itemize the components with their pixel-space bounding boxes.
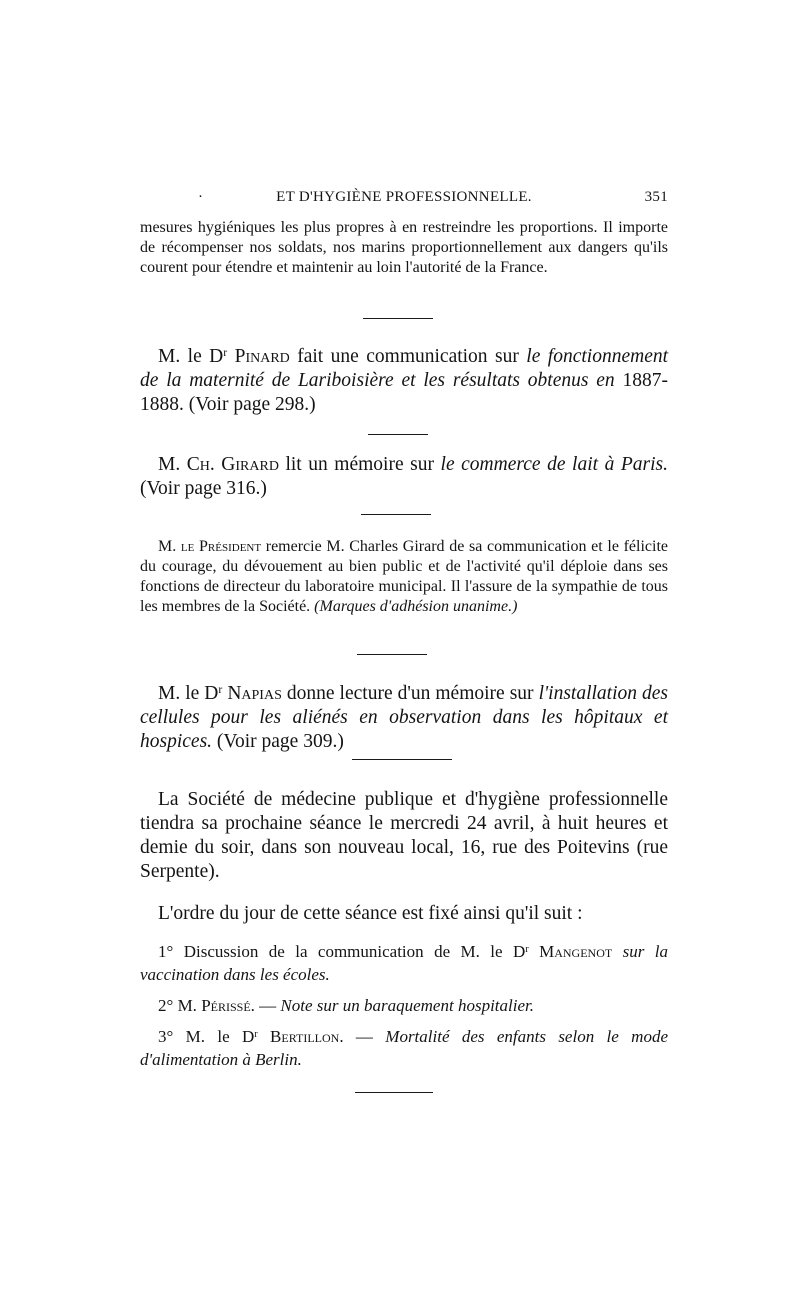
page-number: 351 xyxy=(644,189,668,205)
paragraph-pinard xyxy=(140,345,668,417)
paper-title: le fonctionnement de la maternité de Lariboisière et les résultats obtenus en xyxy=(140,346,669,391)
paragraph-text: mesures hygiéniques les plus propres à en restreindre les proportions. Il importe de récompenser nos soldats, nos marins proportionnellement aux dangers qu'ils courent pour étendre et maintenir au loin l'autorité de la France. xyxy=(140,219,668,276)
paper-title: l'installation des cellules pour les aliénés en observation dans les hôpitaux et hospices. xyxy=(140,683,669,752)
agenda-item: 1° Discussion de la communication de M. le $D^r$ Mangenot sur la vaccination dans les écoles. xyxy=(140,942,669,984)
agenda-item: 3° M. le $D^r$ Bertillon. — Mortalité des enfants selon le mode d'alimentation à Berlin. xyxy=(140,1027,668,1069)
paragraph-text: La Société de médecine publique et d'hygiène professionnelle tiendra sa prochaine séance le mercredi 24 avril, à huit heures et demie du soir, dans son nouveau local, 16, rue des Poitevins (rue Serpente). xyxy=(140,789,668,882)
header-title: ET D'HYGIÈNE PROFESSIONNELLE. xyxy=(276,189,532,205)
paragraph-continuation xyxy=(140,218,668,278)
paragraph-text: L'ordre du jour de cette séance est fixé ainsi qu'il suit : xyxy=(158,903,583,924)
paper-title: le commerce de lait à Paris. xyxy=(440,454,668,475)
section-divider xyxy=(363,318,433,319)
agenda-list xyxy=(140,940,668,1071)
section-divider xyxy=(352,759,452,760)
person-name: le Président xyxy=(180,538,262,555)
person-name: Périssé xyxy=(201,996,251,1015)
paragraph-girard xyxy=(140,453,668,501)
agenda-item: 2° M. Périssé. — Note sur un baraquement hospitalier. xyxy=(158,996,534,1015)
paragraph-text: M. Ch. Girard lit un mémoire sur le commerce de lait à Paris. (Voir page 316.) xyxy=(140,454,668,499)
paragraph-text: M. le Président remercie M. Charles Girard de sa communication et le félicite du courage, du dévouement au bien public et de l'activité qu'il déploie dans ses fonctions de directeur du laboratoire municipal. Il l'assure de la sympathie de tous les membres de la Société. (Marques d'adhésion unanime.) xyxy=(140,538,669,615)
person-name: Mangenot xyxy=(539,942,613,961)
paragraph-agenda-intro xyxy=(140,902,668,926)
running-header xyxy=(140,189,668,211)
paragraph-text: M. le $D^r$ Napias donne lecture d'un mémoire sur l'installation des cellules pour les aliénés en observation dans les hôpitaux et hospices. (Voir page 309.) xyxy=(140,683,669,752)
paragraph-announcement xyxy=(140,788,668,884)
paragraph-text: M. le $D^r$ Pinard fait une communication sur le fonctionnement de la maternité de Lariboisière et les résultats obtenus en 1887-1888. (Voir page 298.) xyxy=(140,346,669,415)
section-divider xyxy=(361,514,431,515)
person-name: Napias xyxy=(227,683,282,704)
person-name: Ch. Girard xyxy=(186,454,279,475)
person-name: Bertillon xyxy=(270,1027,340,1046)
section-divider xyxy=(357,654,427,655)
header-mark: · xyxy=(198,189,204,205)
person-name: Pinard xyxy=(234,346,290,367)
paragraph-president xyxy=(140,537,668,617)
section-divider xyxy=(368,434,428,435)
paragraph-napias xyxy=(140,682,668,754)
section-divider xyxy=(355,1092,433,1093)
